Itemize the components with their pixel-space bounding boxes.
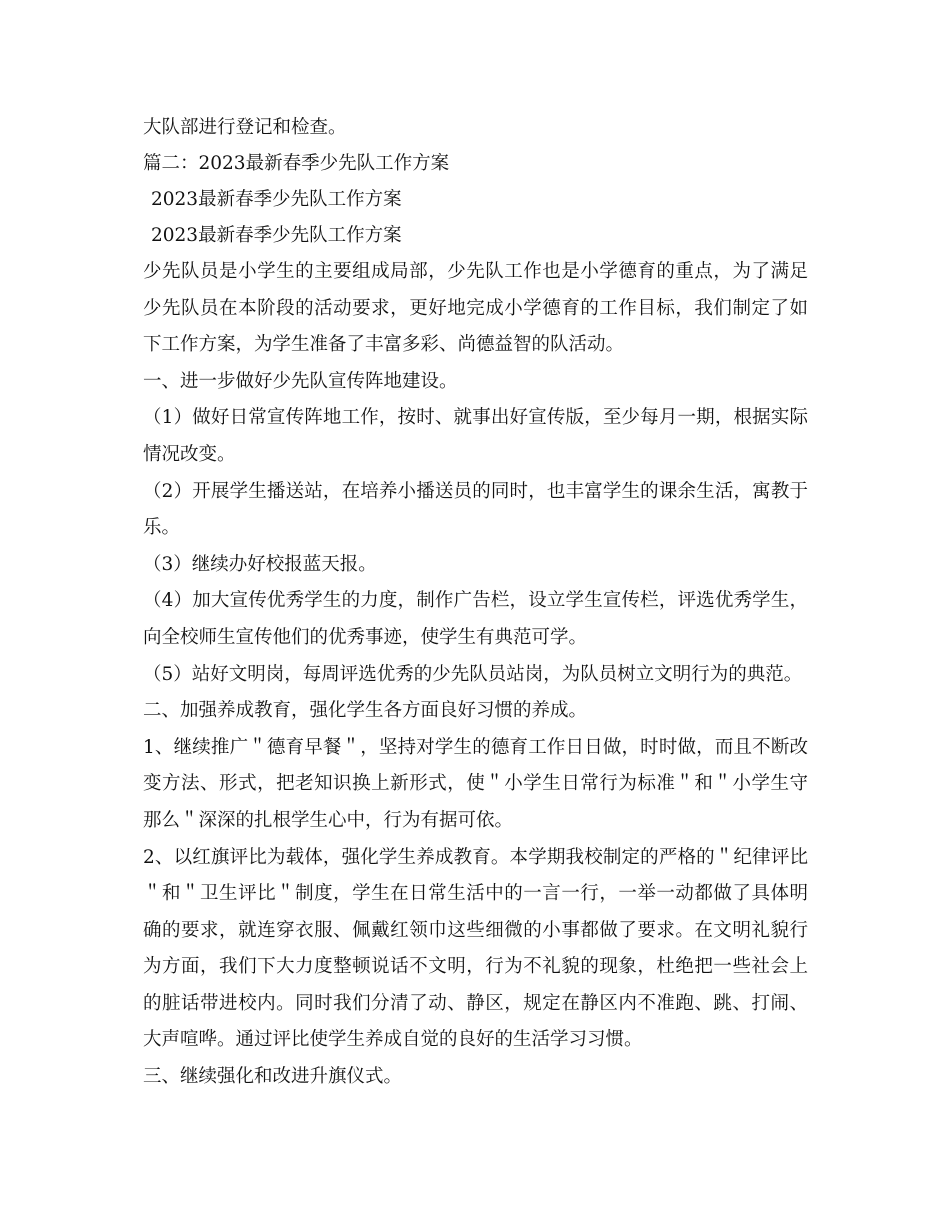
document-title: 2023最新春季少先队工作方案 — [151, 189, 402, 210]
section-heading: 二、加强养成教育，强化学生各方面良好习惯的养成。 — [143, 700, 588, 722]
list-item: （2）开展学生播送站，在培养小播送员的同时，也丰富学生的课余生活，寓教于乐。 — [143, 480, 808, 539]
text-line: 大队部进行登记和检查。 — [143, 117, 347, 138]
section-heading: 三、继续强化和改进升旗仪式。 — [143, 1066, 403, 1088]
document-subtitle: 2023最新春季少先队工作方案 — [151, 225, 402, 246]
intro-paragraph: 少先队员是小学生的主要组成局部，少先队工作也是小学德育的重点，为了满足少先队员在本阶段的活动要求，更好地完成小学德育的工作目标，我们制定了如下工作方案，为学生准备了丰富多彩、尚德益智的队活动。 — [143, 261, 808, 356]
list-item: （5）站好文明岗，每周评选优秀的少先队员站岗，为队员树立文明行为的典范。 — [143, 663, 803, 685]
list-item: （3）继续办好校报蓝天报。 — [143, 553, 377, 575]
document-body — [143, 110, 808, 1096]
section-heading: 一、进一步做好少先队宣传阵地建设。 — [143, 370, 458, 392]
section-heading: 篇二：2023最新春季少先队工作方案 — [143, 153, 450, 174]
list-item: （1）做好日常宣传阵地工作，按时、就事出好宣传版，至少每月一期，根据实际情况改变。 — [143, 407, 808, 465]
body-paragraph: 2、以红旗评比为载体，强化学生养成教育。本学期我校制定的严格的＂纪律评比＂和＂卫生评比＂制度，学生在日常生活中的一言一行，一举一动都做了具体明确的要求，就连穿衣服、佩戴红领巾这些细微的小事都做了要求。在文明礼貌行为方面，我们下大力度整顿说话不文明，行为不礼貌的现象，杜绝把一些社会上的脏话带进校内。同时我们分清了动、静区，规定在静区内不准跑、跳、打闹、大声喧哗。通过评比使学生养成自觉的良好的生活学习习惯。 — [143, 846, 808, 1051]
list-item: （4）加大宣传优秀学生的力度，制作广告栏，设立学生宣传栏，评选优秀学生，向全校师生宣传他们的优秀事迹，使学生有典范可学。 — [143, 590, 808, 648]
body-paragraph: 1、继续推广＂德育早餐＂，坚持对学生的德育工作日日做，时时做，而且不断改变方法、形式，把老知识换上新形式，使＂小学生日常行为标准＂和＂小学生守那么＂深深的扎根学生心中，行为有据可依。 — [143, 736, 808, 831]
